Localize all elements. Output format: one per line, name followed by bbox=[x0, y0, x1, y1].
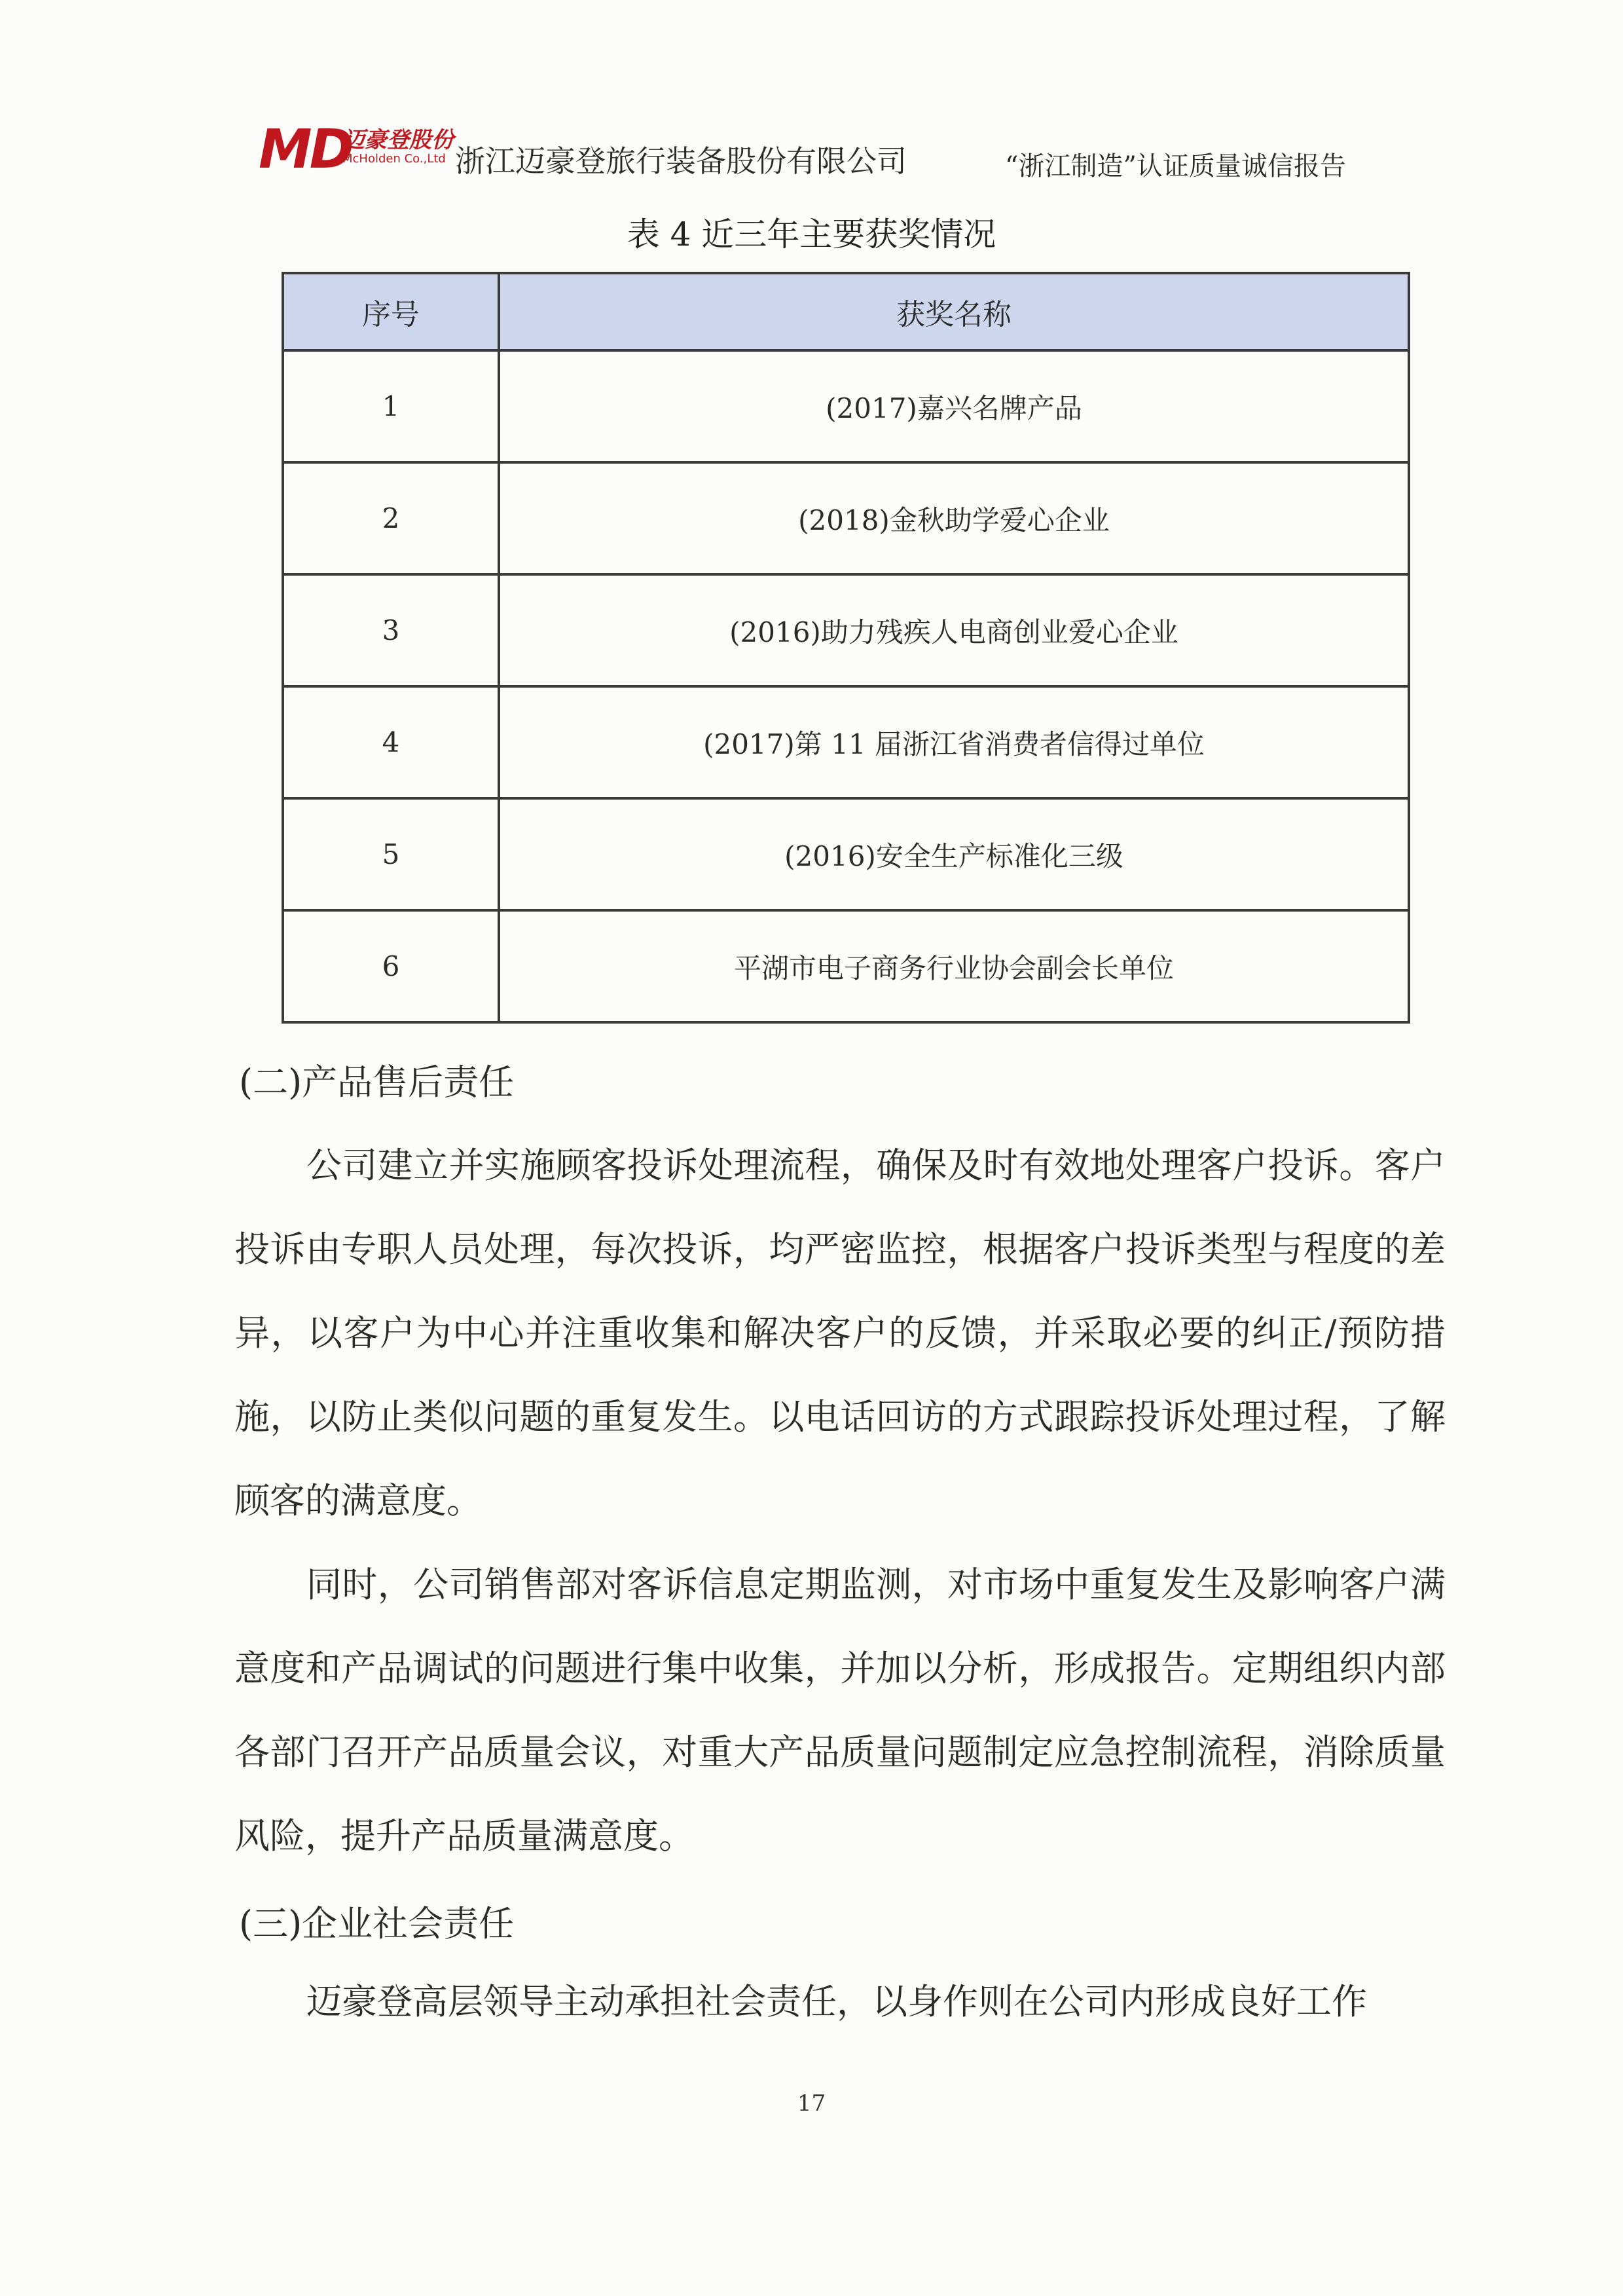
table-row bbox=[283, 462, 1409, 574]
table-header-row bbox=[283, 273, 1409, 350]
table-caption: 表 4 近三年主要获奖情况 bbox=[627, 215, 996, 253]
row-index: 2 bbox=[283, 462, 499, 574]
awards-table bbox=[282, 272, 1410, 1024]
column-header-index: 序号 bbox=[283, 273, 499, 350]
company-name: 浙江迈豪登旅行装备股份有限公司 bbox=[455, 143, 907, 179]
company-logo bbox=[259, 118, 455, 183]
award-name: (2016)安全生产标准化三级 bbox=[499, 798, 1409, 910]
page-number: 17 bbox=[797, 2090, 826, 2117]
table-row bbox=[283, 350, 1409, 462]
paragraph-complaint-monitoring: 同时，公司销售部对客诉信息定期监测，对市场中重复发生及影响客户满意度和产品调试的问题进行集中收集，并加以分析，形成报告。定期组织内部各部门召开产品质量会议，对重大产品质量问题制定应急控制流程，消除质量风险，提升产品质量满意度。 bbox=[234, 1564, 1446, 1857]
row-index: 4 bbox=[283, 686, 499, 798]
table-row bbox=[283, 686, 1409, 798]
section-heading-social-responsibility: (三)企业社会责任 bbox=[239, 1903, 515, 1944]
column-header-award: 获奖名称 bbox=[499, 273, 1409, 350]
logo-chinese-name: 迈豪登股份 bbox=[342, 127, 454, 153]
row-index: 5 bbox=[283, 798, 499, 910]
report-title: “浙江制造”认证质量诚信报告 bbox=[1005, 151, 1346, 181]
award-name: 平湖市电子商务行业协会副会长单位 bbox=[499, 910, 1409, 1022]
paragraph-complaint-process: 公司建立并实施顾客投诉处理流程，确保及时有效地处理客户投诉。客户投诉由专职人员处理，每次投诉，均严密监控，根据客户投诉类型与程度的差异，以客户为中心并注重收集和解决客户的反馈，并采取必要的纠正/预防措施，以防止类似问题的重复发生。以电话回访的方式跟踪投诉处理过程，了解顾客的满意度。 bbox=[234, 1145, 1446, 1521]
page-header bbox=[259, 111, 1398, 190]
award-name: (2017)嘉兴名牌产品 bbox=[499, 350, 1409, 462]
table-row bbox=[283, 798, 1409, 910]
award-name: (2016)助力残疾人电商创业爱心企业 bbox=[499, 574, 1409, 686]
row-index: 3 bbox=[283, 574, 499, 686]
table-row bbox=[283, 910, 1409, 1022]
award-name: (2017)第 11 届浙江省消费者信得过单位 bbox=[499, 686, 1409, 798]
award-name: (2018)金秋助学爱心企业 bbox=[499, 462, 1409, 574]
row-index: 1 bbox=[283, 350, 499, 462]
row-index: 6 bbox=[283, 910, 499, 1022]
logo-mark: MD bbox=[259, 119, 352, 181]
section-heading-after-sales: (二)产品售后责任 bbox=[239, 1062, 515, 1103]
paragraph-social-responsibility: 迈豪登高层领导主动承担社会责任，以身作则在公司内形成良好工作 bbox=[306, 1981, 1367, 2022]
table-row bbox=[283, 574, 1409, 686]
logo-english-name: McHolden Co.,Ltd bbox=[342, 152, 446, 166]
